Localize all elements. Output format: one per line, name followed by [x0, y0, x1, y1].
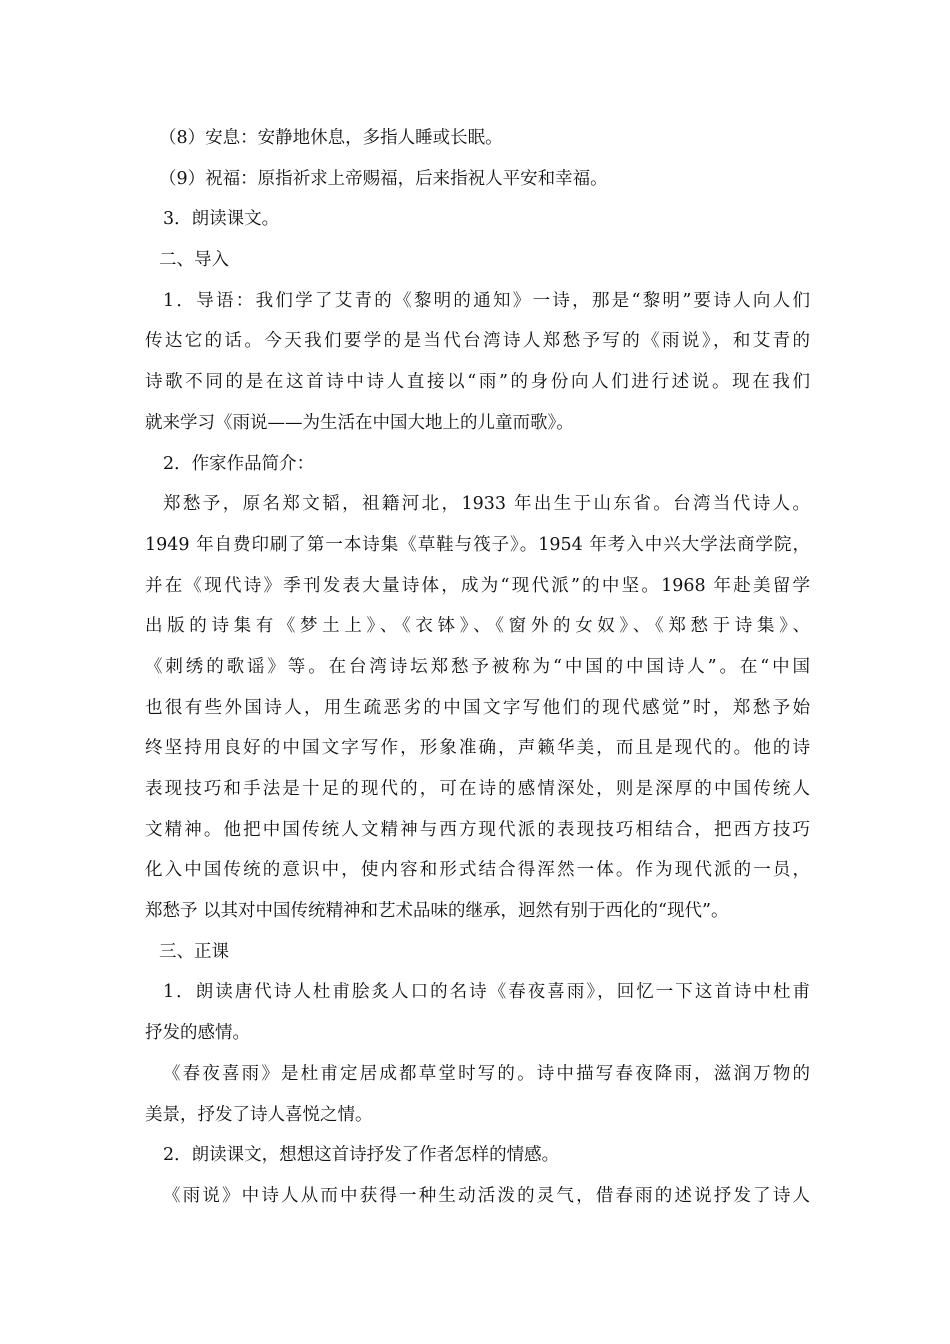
section-heading-introduction: 二、导入	[159, 250, 229, 271]
paragraph-line: 郑愁予，原名郑文韬，祖籍河北，1933 年出生于山东省。台湾当代诗人。	[163, 494, 810, 515]
paragraph-line: 1．朗读唐代诗人杜甫脍炙人口的名诗《春夜喜雨》，回忆一下这首诗中杜甫	[163, 982, 810, 1003]
paragraph-line: 终坚持用良好的中国文字写作，形象准确，声籁华美，而且是现代的。他的诗	[145, 738, 810, 759]
paragraph-line: 1949 年自费印刷了第一本诗集《草鞋与筏子》。1954 年考入中兴大学法商学院，	[145, 534, 810, 555]
section-heading-main-lesson: 三、正课	[159, 941, 229, 962]
paragraph-line: 文精神。他把中国传统人文精神与西方现代派的表现技巧相结合，把西方技巧	[145, 819, 810, 840]
step-3-read-text: 3．朗读课文。	[163, 209, 280, 230]
definition-8: （8）安息：安静地休息，多指人睡或长眠。	[159, 128, 503, 148]
paragraph-line: 诗歌不同的是在这首诗中诗人直接以“雨”的身份向人们进行述说。现在我们	[145, 372, 810, 393]
definition-9: （9）祝福：原指祈求上帝赐福，后来指祝人平安和幸福。	[159, 168, 608, 189]
paragraph-line: 《春夜喜雨》是杜甫定居成都草堂时写的。诗中描写春夜降雨，滋润万物的	[163, 1063, 810, 1084]
paragraph-line: 也很有些外国诗人，用生疏恶劣的中国文字写他们的现代感觉”时，郑愁予始	[145, 697, 810, 718]
paragraph-line: 《刺绣的歌谣》等。在台湾诗坛郑愁予被称为“中国的中国诗人”。在“中国	[145, 656, 810, 677]
subheading-author-intro: 2．作家作品简介：	[163, 453, 315, 474]
paragraph-line: 美景，抒发了诗人喜悦之情。	[145, 1104, 373, 1125]
paragraph-line: 传达它的话。今天我们要学的是当代台湾诗人郑愁予写的《雨说》，和艾青的	[145, 331, 810, 352]
paragraph-line: 《雨说》中诗人从而中获得一种生动活泼的灵气，借春雨的述说抒发了诗人	[163, 1185, 810, 1206]
paragraph-line: 就来学习《雨说——为生活在中国大地上的儿童而歌》。	[145, 412, 574, 433]
paragraph-line: 化入中国传统的意识中，使内容和形式结合得浑然一体。作为现代派的一员，	[145, 860, 810, 881]
paragraph-line: 抒发的感情。	[145, 1023, 250, 1044]
paragraph-line: 表现技巧和手法是十足的现代的，可在诗的感情深处，则是深厚的中国传统人	[145, 779, 810, 799]
document-body	[145, 118, 810, 1217]
paragraph-line: 1．导语：我们学了艾青的《黎明的通知》一诗，那是“黎明”要诗人向人们	[163, 290, 810, 311]
paragraph-line: 出版的诗集有《梦土上》、《衣钵》、《窗外的女奴》、《郑愁于诗集》、	[145, 616, 810, 637]
paragraph-line: 并在《现代诗》季刊发表大量诗体，成为“现代派”的中坚。1968 年赴美留学	[145, 575, 810, 596]
paragraph-line: 2．朗读课文，想想这首诗抒发了作者怎样的情感。	[163, 1145, 560, 1166]
paragraph-line: 郑愁予 以其对中国传统精神和艺术品味的继承，迥然有别于西化的“现代”。	[145, 901, 729, 922]
